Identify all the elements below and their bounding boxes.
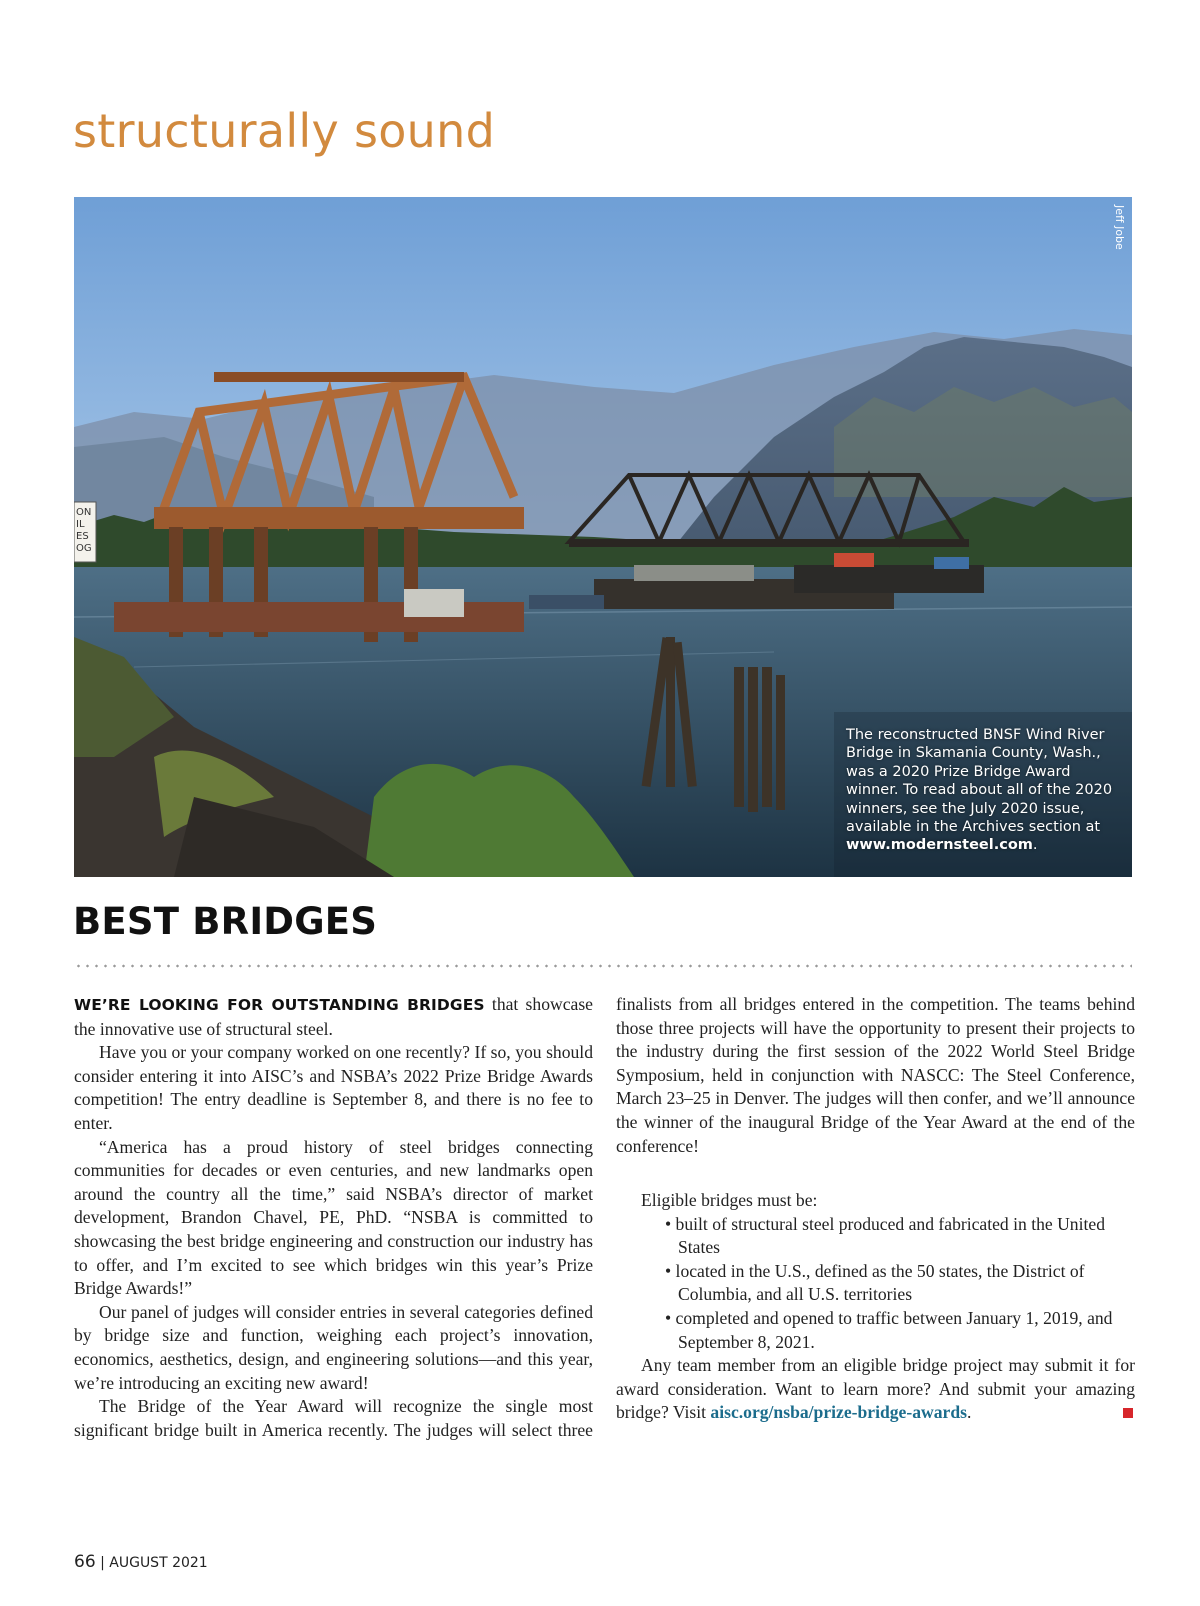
caption-end: . xyxy=(1032,837,1038,854)
section-title: structurally sound xyxy=(73,104,496,158)
article-column-left xyxy=(74,993,593,1442)
paragraph-5: The Bridge of the Year Award will recognize the single most significant bridge built in America recently. The judges will select three xyxy=(74,1396,593,1440)
eligibility-intro: Eligible bridges must be: xyxy=(641,1190,818,1210)
footer-separator: | xyxy=(100,1555,105,1571)
sign-line-2: IL xyxy=(76,519,85,530)
sign-line-1: ON xyxy=(76,507,92,518)
bridge-photo xyxy=(74,197,1132,877)
dotted-divider xyxy=(74,964,1132,968)
paragraph-2: Have you or your company worked on one recently? If so, you should consider entering it into AISC’s and NSBA’s 2022 Prize Bridge Awards competition! The entry deadline is September 8, and there is no fee to enter. xyxy=(74,1042,593,1133)
article-headline: BEST BRIDGES xyxy=(73,900,378,943)
paragraph-3: “America has a proud history of steel bridges connecting communities for decades or even centuries, and new landmarks open around the country all the time,” said NSBA’s director of market development, Brandon Chavel, PE, PhD. “NSBA is committed to showcasing the best bridge engineering and construction our industry has to offer, and I’m excited to see which bridges win this year’s Prize Bridge Awards!” xyxy=(74,1136,593,1299)
closing-end: . xyxy=(966,1402,972,1423)
photo-credit: Jeff Jobe xyxy=(1113,205,1126,250)
paragraph-1 xyxy=(74,993,593,1041)
caption-text: The reconstructed BNSF Wind River Bridge in Skamania County, Wash., was a 2020 Prize Bridge Award winner. To read about all of the 2020 winners, see the July 2020 issue, available in the Archives section at xyxy=(846,727,1113,836)
eligibility-list xyxy=(616,1213,1135,1355)
eligibility-item: • built of structural steel produced and fabricated in the United States xyxy=(665,1213,1105,1258)
paragraph-1-rest: that showcase the innovative use of structural steel. xyxy=(74,994,593,1039)
sign-line-4: OG xyxy=(76,543,92,554)
eligibility-section xyxy=(616,1189,1135,1425)
closing-text: Any team member from an eligible bridge project may submit it for award consideration. Want to learn more? And submit your amazing bridge? Visit xyxy=(616,1355,1135,1423)
paragraph-4: Our panel of judges will consider entries in several categories defined by bridge size and function, weighing each project’s innovation, economics, aesthetics, design, and engineering solutions—and this year, we’re introducing an exciting new award! xyxy=(74,1301,593,1393)
end-mark-icon xyxy=(1123,1408,1133,1418)
eligibility-item: • located in the U.S., defined as the 50 states, the District of Columbia, and all U.S. territories xyxy=(665,1260,1085,1305)
page-number: 66 xyxy=(74,1552,96,1572)
eligibility-item: • completed and opened to traffic between January 1, 2019, and September 8, 2021. xyxy=(665,1307,1113,1352)
lead-in: WE’RE LOOKING FOR OUTSTANDING BRIDGES xyxy=(74,996,485,1014)
sign-line-3: ES xyxy=(76,531,89,542)
paragraph-5-continued: finalists from all bridges entered in the competition. The teams behind those three projects will have the opportunity to present their projects to the industry during the first session of the 2022 World Steel Bridge Symposium, held in conjunction with NASCC: The Steel Conference, March 23–25 in Denver. The judges will then confer, and we’ll announce the winner of the inaugural Bridge of the Year Award at the end of the conference! xyxy=(616,994,1135,1156)
closing-paragraph xyxy=(616,1354,1135,1425)
awards-link[interactable]: aisc.org/nsba/prize-bridge-awards xyxy=(710,1402,967,1423)
issue-date: AUGUST 2021 xyxy=(109,1555,208,1571)
page-footer xyxy=(74,1552,208,1572)
photo-caption xyxy=(846,726,1118,855)
caption-link[interactable]: www.modernsteel.com xyxy=(846,837,1033,854)
